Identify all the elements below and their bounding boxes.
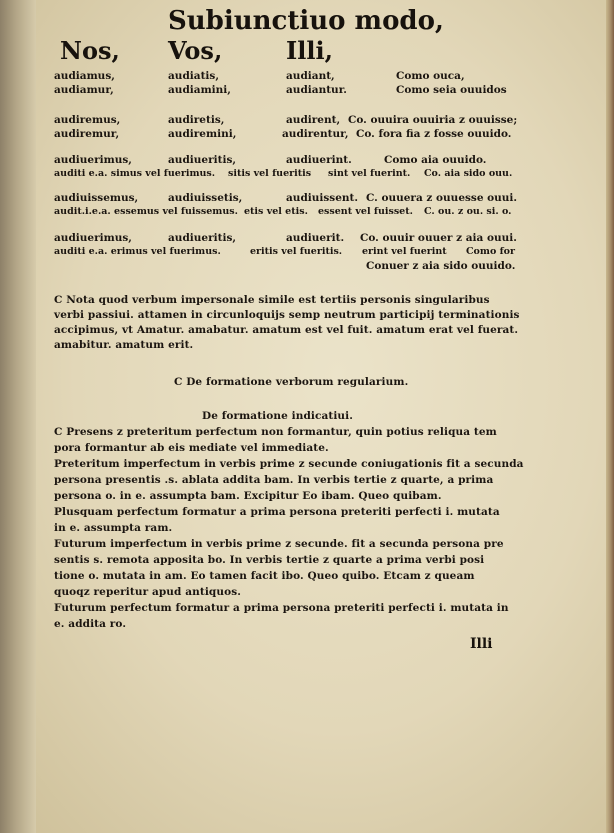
table-cell: auditi e.a. erimus vel fuerimus. [54,246,221,257]
body-line: Futurum imperfectum in verbis prime z secunde. fit a secunda persona pre [54,538,504,550]
body-line: quoqz reperitur apud antiquos. [54,586,241,598]
body-line: sentis s. remota apposita bo. In verbis tertie z quarte a prima verbi posi [54,554,485,566]
table-cell: audiatis, [168,70,219,82]
table-cell: Como seia ouuidos [396,84,507,96]
table-cell: audiuissetis, [168,192,243,204]
table-cell: audiuissemus, [54,192,139,204]
table-cell: audiremus, [54,114,121,126]
table-cell: eritis vel fueritis. [250,246,343,257]
body-line: pora formantur ab eis mediate vel immediate. [54,442,329,454]
table-cell: C. ouuera z ouuesse ouui. [366,192,518,204]
table-cell: sitis vel fueritis [228,168,312,179]
table-cell: audirent, [286,114,341,126]
body-line: e. addita ro. [54,618,127,630]
body-line: Preteritum imperfectum in verbis prime z secunde coniugationis fit a secunda [54,458,524,470]
pronoun-nos: Nos, [60,36,120,65]
table-cell: audiuerint. [286,154,352,166]
table-cell: audit.i.e.a. essemus vel fuissemus. [54,206,238,217]
body-line: in e. assumpta ram. [54,522,173,534]
nota-line: verbi passiui. attamen in circunloquijs semp neutrum participij terminationis [54,309,520,321]
body-line: Plusquam perfectum formatur a prima persona preteriti perfecti i. mutata [54,506,500,518]
table-cell: Conuer z aia sido ouuido. [366,260,516,272]
table-cell: Como aia ouuido. [384,154,487,166]
table-cell: audiant, [286,70,335,82]
section-title: C De formatione verborum regularium. [174,376,409,388]
subsection-title: De formatione indicatiui. [202,410,353,422]
table-cell: audiretis, [168,114,225,126]
table-cell: Como ouca, [396,70,465,82]
nota-line: amabitur. amatum erit. [54,339,194,351]
table-cell: audiremur, [54,128,120,140]
table-cell: etis vel etis. [244,206,308,217]
body-line: persona presentis .s. ablata addita bam. In verbis tertie z quarte, a prima [54,474,494,486]
table-cell: audiantur. [286,84,347,96]
table-cell: audiueritis, [168,154,237,166]
table-cell: audiuerimus, [54,232,132,244]
body-line: tione o. mutata in am. Eo tamen facit ibo. Queo quibo. Etcam z queam [54,570,475,582]
table-cell: Como for [466,246,516,257]
mood-heading: Subiunctiuo modo, [168,6,444,36]
table-cell: sint vel fuerint. [328,168,411,179]
page-fore-edge [606,0,614,833]
table-cell: Co. fora fia z fosse ouuido. [356,128,512,140]
table-cell: audiamur, [54,84,114,96]
table-cell: essent vel fuisset. [318,206,413,217]
body-line: Futurum perfectum formatur a prima persona preteriti perfecti i. mutata in [54,602,509,614]
table-cell: C. ou. z ou. si. o. [424,206,512,217]
table-cell: audiueritis, [168,232,237,244]
table-cell: auditi e.a. simus vel fuerimus. [54,168,216,179]
nota-line: accipimus, vt Amatur. amabatur. amatum est vel fuit. amatum erat vel fuerat. [54,324,519,336]
body-line: persona o. in e. assumpta bam. Excipitur Eo ibam. Queo quibam. [54,490,442,502]
catchword: Illi [470,636,493,652]
table-cell: audiuerit. [286,232,345,244]
pronoun-illi: Illi, [286,36,333,65]
table-cell: audiamus, [54,70,115,82]
table-cell: Co. ouuir ouuer z aia ouui. [360,232,517,244]
table-cell: audiuerimus, [54,154,132,166]
table-cell: audiremini, [168,128,237,140]
table-cell: audirentur, [282,128,349,140]
table-cell: Co. aia sido ouu. [424,168,513,179]
body-line: C Presens z preteritum perfectum non formantur, quin potius reliqua tem [54,426,497,438]
nota-line: C Nota quod verbum impersonale simile est tertiis personis singularibus [54,294,490,306]
table-cell: audiuissent. [286,192,359,204]
table-cell: Co. ouuira ouuiria z ouuisse; [348,114,518,126]
binding-gutter [0,0,36,833]
table-cell: audiamini, [168,84,231,96]
table-cell: erint vel fuerint [362,246,447,257]
pronoun-vos: Vos, [168,36,223,65]
